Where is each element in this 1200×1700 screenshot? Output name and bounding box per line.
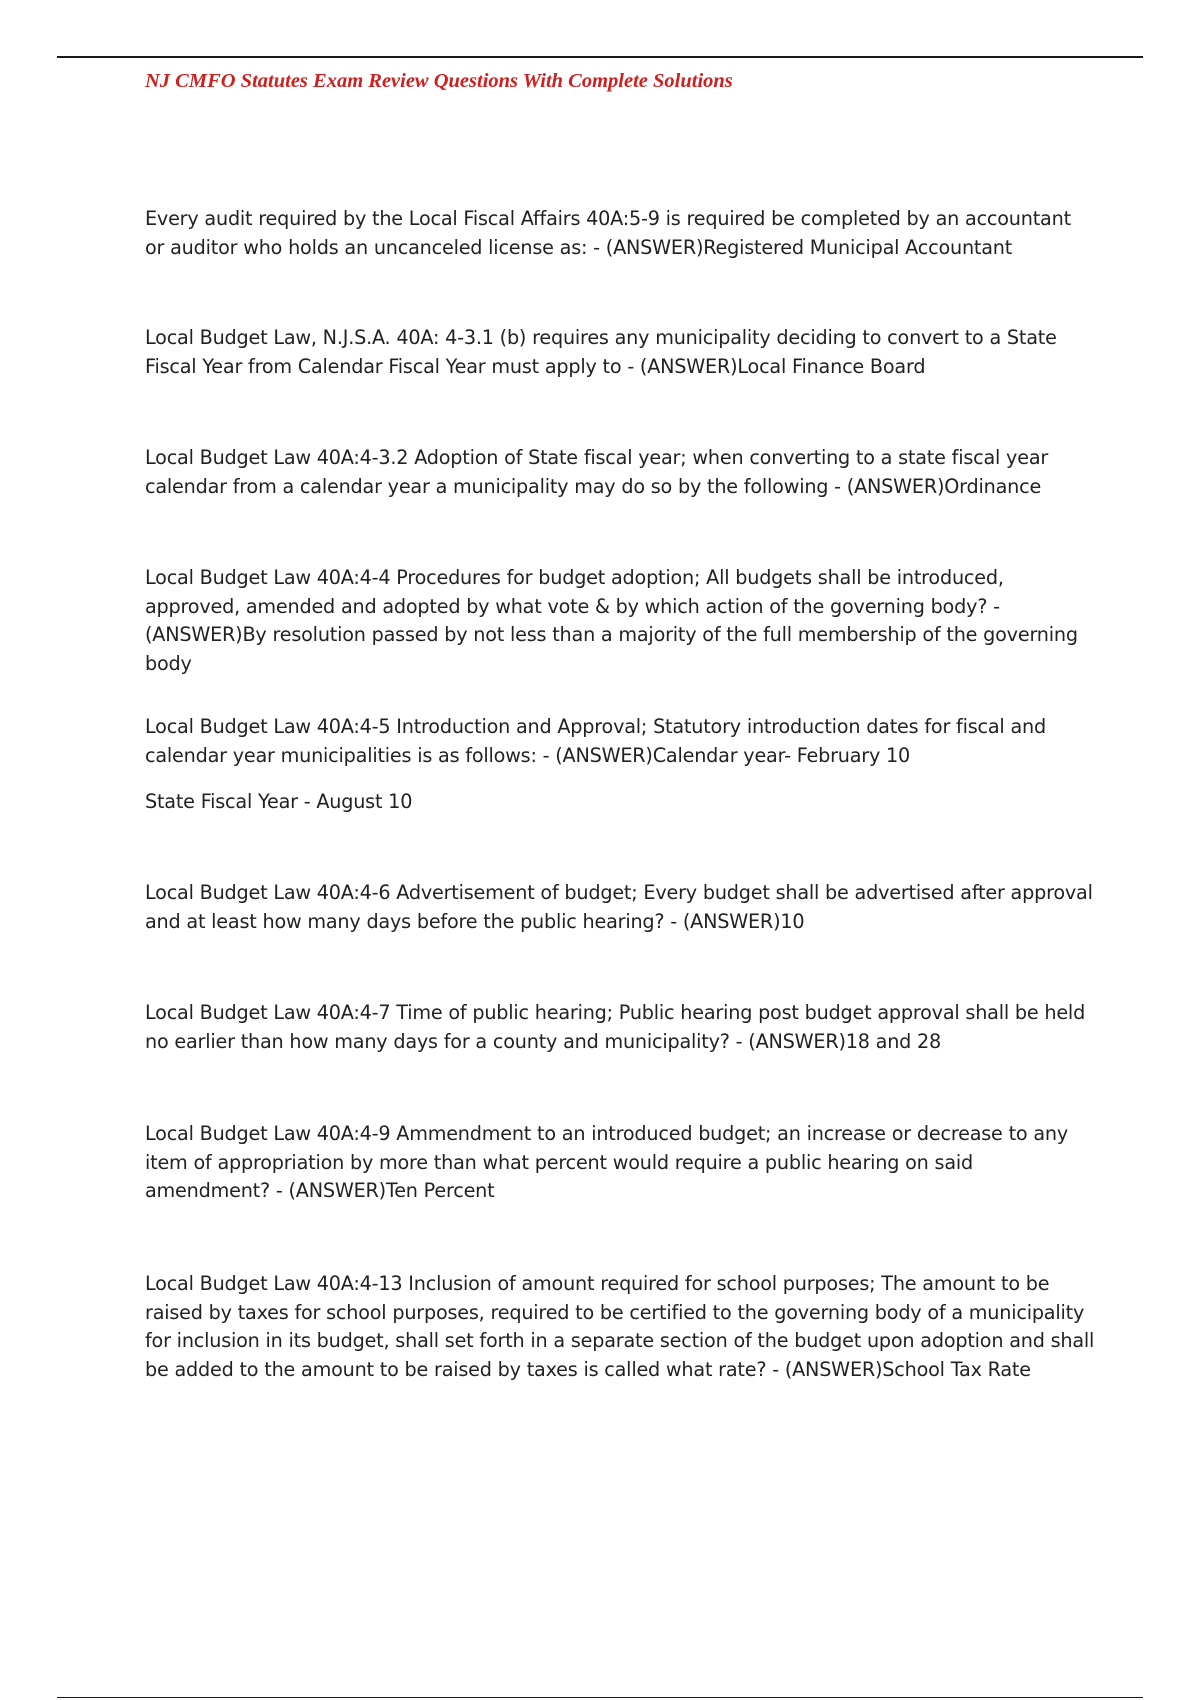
qa-item: Local Budget Law 40A:4-4 Procedures for budget adoption; All budgets shall be introduced, approved, amended and adopted by what vote & by which action of the governing body? - (ANSWER)By resolution passed by not less than a majority of the full membership of the governing body <box>145 566 1078 675</box>
header-rule <box>57 56 1143 58</box>
document-title: NJ CMFO Statutes Exam Review Questions With Complete Solutions <box>145 70 733 92</box>
qa-item: Local Budget Law 40A:4-6 Advertisement of budget; Every budget shall be advertised after approval and at least how many days before the public hearing? - (ANSWER)10 <box>145 881 1093 933</box>
qa-item: Local Budget Law 40A:4-9 Ammendment to an introduced budget; an increase or decrease to any item of appropriation by more than what percent would require a public hearing on said amendment? - (ANSWER)Ten Percent <box>145 1122 1068 1202</box>
qa-item: Local Budget Law, N.J.S.A. 40A: 4-3.1 (b) requires any municipality deciding to convert to a State Fiscal Year from Calendar Fiscal Year must apply to - (ANSWER)Local Finance Board <box>145 326 1057 378</box>
footer-rule <box>57 1697 1143 1698</box>
qa-item: Local Budget Law 40A:4-3.2 Adoption of State fiscal year; when converting to a state fiscal year calendar from a calendar year a municipality may do so by the following - (ANSWER)Ordinance <box>145 446 1049 498</box>
qa-item: Local Budget Law 40A:4-13 Inclusion of amount required for school purposes; The amount to be raised by taxes for school purposes, required to be certified to the governing body of a municipality for inclusion in its budget, shall set forth in a separate section of the budget upon adoption and shall be added to the amount to be raised by taxes is called what rate? - (ANSWER)School Tax Rate <box>145 1272 1095 1381</box>
qa-item-answer-continuation: State Fiscal Year - August 10 <box>145 790 413 813</box>
qa-item: Local Budget Law 40A:4-5 Introduction and Approval; Statutory introduction dates for fiscal and calendar year municipalities is as follows: - (ANSWER)Calendar year- February 10 <box>145 715 1046 767</box>
qa-item: Local Budget Law 40A:4-7 Time of public hearing; Public hearing post budget approval shall be held no earlier than how many days for a county and municipality? - (ANSWER)18 and 28 <box>145 1001 1086 1053</box>
qa-item: Every audit required by the Local Fiscal Affairs 40A:5-9 is required be completed by an accountant or auditor who holds an uncanceled license as: - (ANSWER)Registered Municipal Accountant <box>145 207 1071 259</box>
